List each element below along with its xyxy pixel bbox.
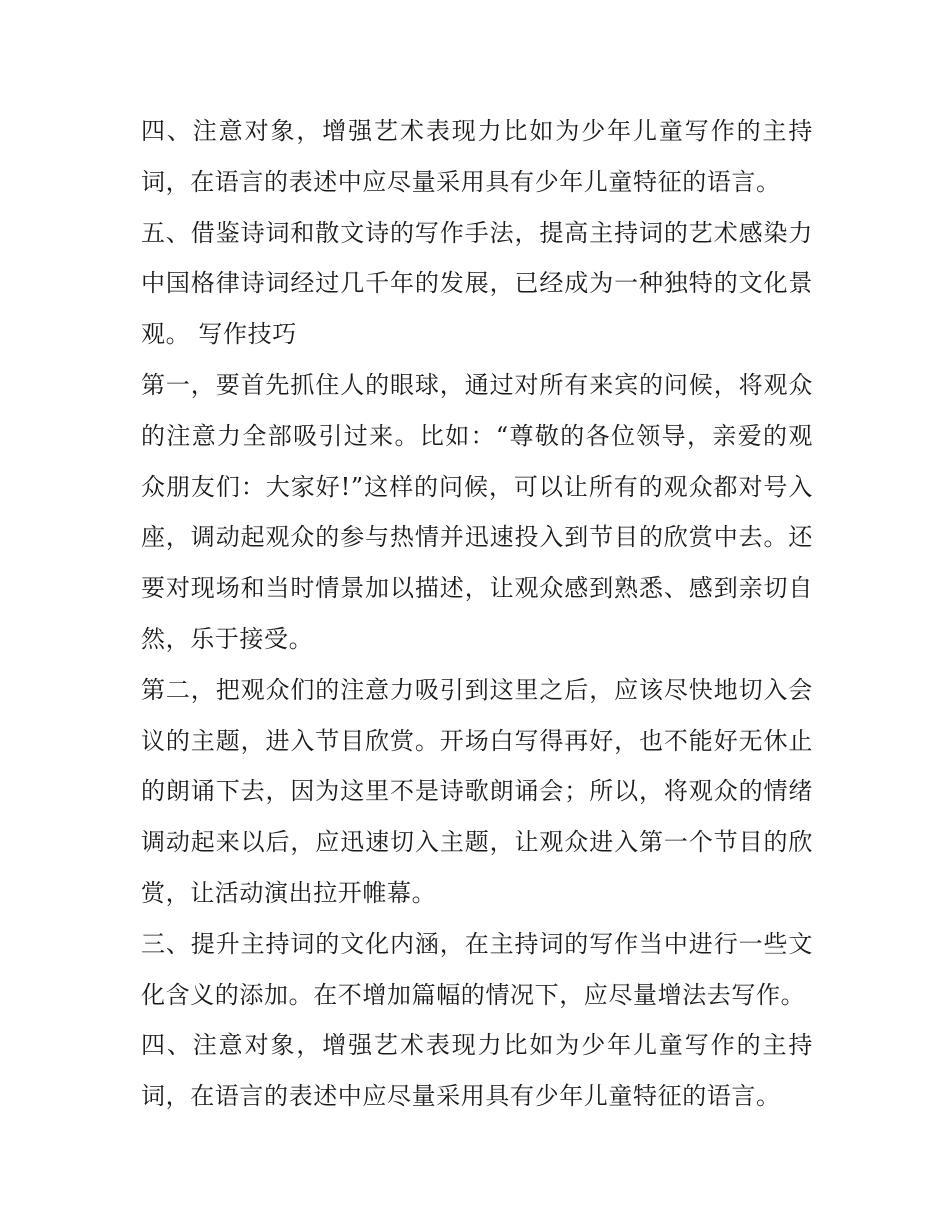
paragraph-3-cultural-content: 三、提升主持词的文化内涵，在主持词的写作当中进行一些文化含义的添加。在不增加篇幅的情况下，应尽量增法去写作。 bbox=[141, 929, 813, 1009]
paragraph-second-enter-theme: 第二，把观众们的注意力吸引到这里之后，应该尽快地切入会议的主题，进入节目欣赏。开场白写得再好，也不能好无休止的朗诵下去，因为这里不是诗歌朗诵会；所以，将观众的情绪调动起来以后，应迅速切入主题，让观众进入第一个节目的欣赏，让活动演出拉开帷幕。 bbox=[141, 675, 813, 907]
document-body bbox=[141, 106, 813, 1122]
paragraph-4-note-audience: 四、注意对象，增强艺术表现力比如为少年儿童写作的主持词，在语言的表述中应尽量采用具有少年儿童特征的语言。 bbox=[141, 117, 813, 196]
paragraph-first-catch-eye: 第一，要首先抓住人的眼球，通过对所有来宾的问候，将观众的注意力全部吸引过来。比如：“尊敬的各位领导，亲爱的观众朋友们：大家好!”这样的问候，可以让所有的观众都对号入座，调动起观众的参与热情并迅速投入到节目的欣赏中去。还要对现场和当时情景加以描述，让观众感到熟悉、感到亲切自然，乐于接受。 bbox=[141, 370, 813, 653]
paragraph-5-borrow-poetry: 五、借鉴诗词和散文诗的写作手法，提高主持词的艺术感染力中国格律诗词经过几千年的发展，已经成为一种独特的文化景观。 写作技巧 bbox=[141, 218, 813, 349]
paragraph-4-note-audience-repeat: 四、注意对象，增强艺术表现力比如为少年儿童写作的主持词，在语言的表述中应尽量采用具有少年儿童特征的语言。 bbox=[141, 1031, 813, 1111]
